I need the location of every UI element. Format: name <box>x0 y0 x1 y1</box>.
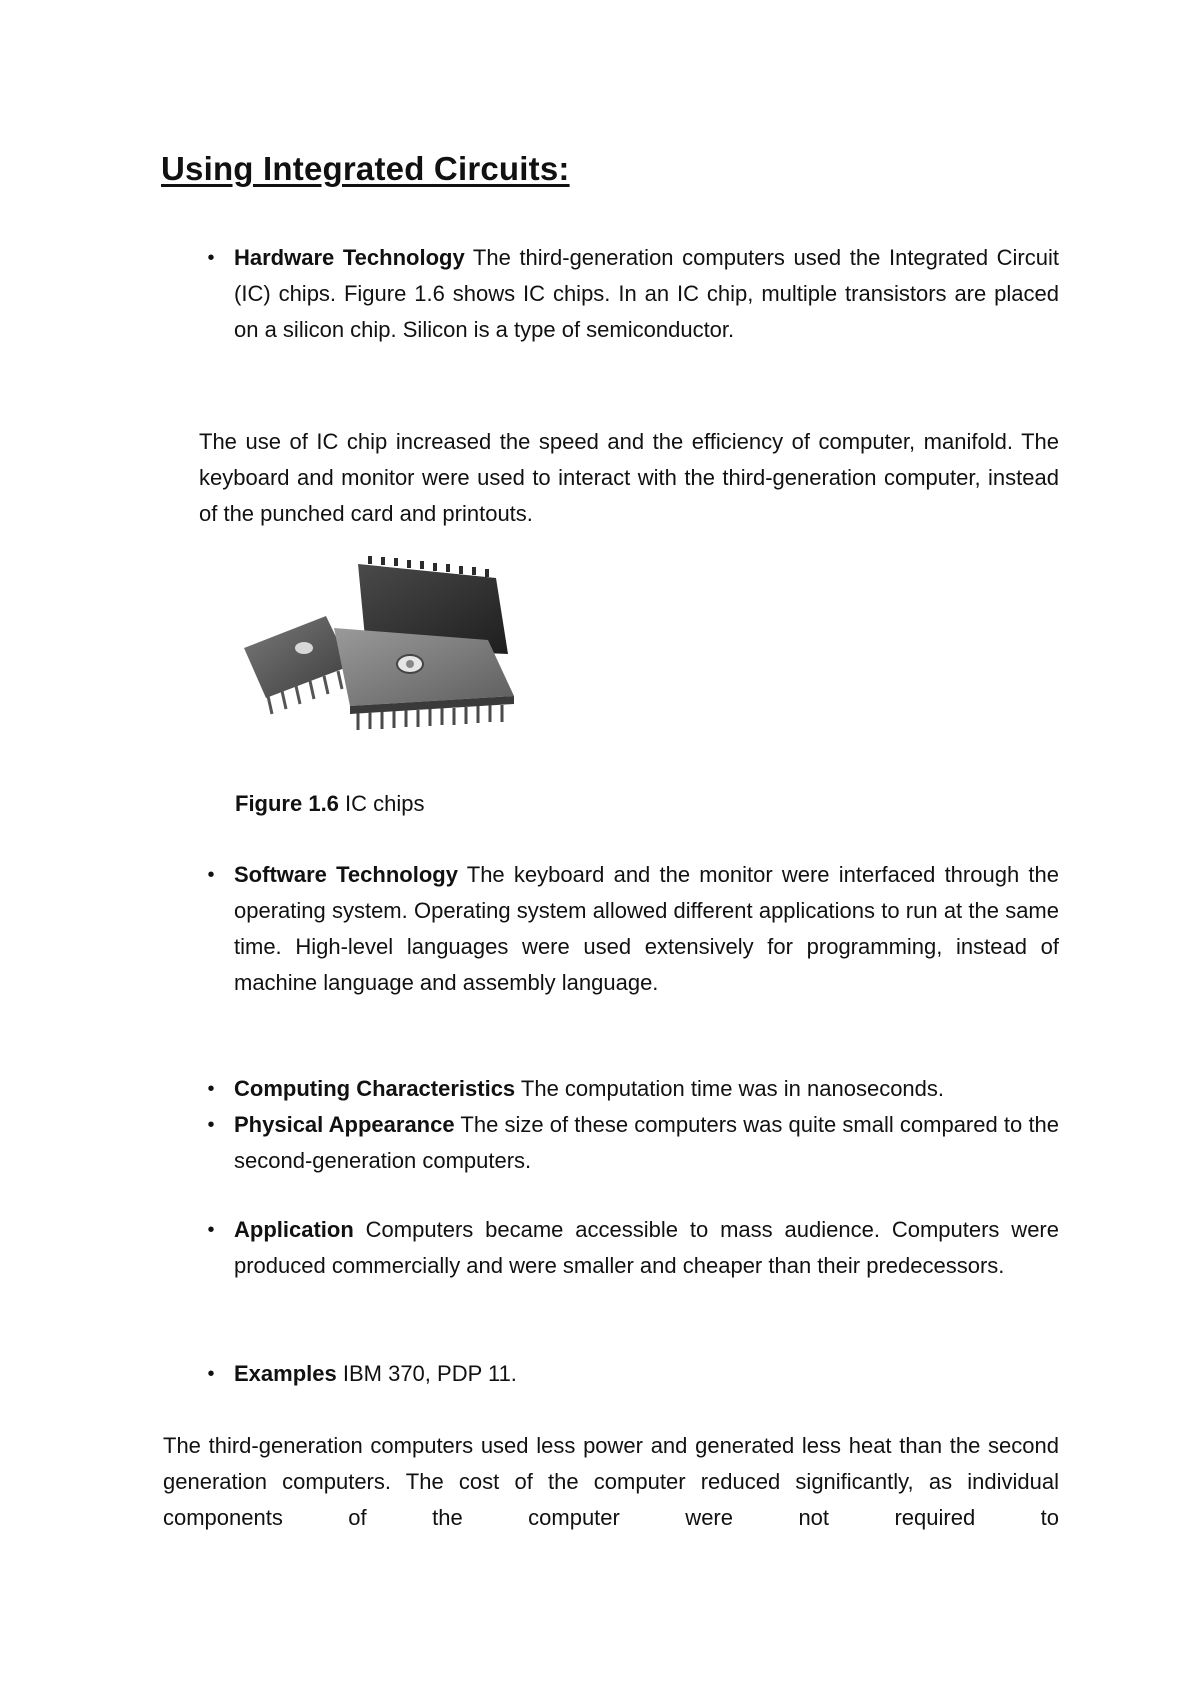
bullet-physical-appearance <box>201 1107 1059 1179</box>
bullet-application <box>201 1212 1059 1320</box>
bullet-glyph: • <box>207 247 215 269</box>
bullet-label: Examples <box>234 1361 337 1386</box>
bullet-body <box>234 1107 1059 1179</box>
bullet-body <box>234 1212 1059 1284</box>
bullet-label: Physical Appearance <box>234 1112 455 1137</box>
bullet-text: The third-generation computers used the Integrated Circuit (IC) chips. Figure 1.6 shows IC chips. In an IC chip, multiple transistors are placed on a silicon chip. Silicon is a type of semiconductor. <box>234 245 1059 342</box>
ic-chips-image <box>238 556 528 746</box>
paragraph-power-cost: The third-generation computers used less power and generated less heat than the second generation computers. The cost of the computer reduced significantly, as individual components of the computer were not required to <box>163 1433 1059 1530</box>
bullet-text: The computation time was in nanoseconds. <box>520 1076 945 1101</box>
figure-caption-text: IC chips <box>345 791 425 816</box>
bullet-body <box>234 1071 1059 1107</box>
bullet-glyph: • <box>207 1114 215 1136</box>
bullet-glyph: • <box>207 1219 215 1241</box>
bullet-body <box>234 240 1059 348</box>
bullet-hardware-technology <box>201 240 1059 390</box>
bullet-software-technology <box>201 857 1059 1037</box>
bullet-label: Application <box>234 1217 354 1242</box>
bullet-body <box>234 1356 1059 1392</box>
bullet-computing-characteristics <box>201 1071 1059 1107</box>
bullet-text: IBM 370, PDP 11. <box>342 1361 517 1386</box>
bullet-label: Hardware Technology <box>234 245 465 270</box>
bullet-examples <box>201 1356 1059 1392</box>
page-title: Using Integrated Circuits: <box>161 150 570 187</box>
bullet-text: Computers became accessible to mass audience. Computers were produced commercially and were smaller and cheaper than their predecessors. <box>234 1217 1059 1278</box>
bullet-label: Software Technology <box>234 862 458 887</box>
figure-caption-label: Figure 1.6 <box>235 791 339 816</box>
bullet-label: Computing Characteristics <box>234 1076 516 1101</box>
paragraph-ic-speed: The use of IC chip increased the speed and the efficiency of computer, manifold. The keyboard and monitor were used to interact with the third-generation computer, instead of the punched card and printouts. <box>199 429 1059 526</box>
bullet-text: The keyboard and the monitor were interfaced through the operating system. Operating system allowed different applications to run at the same time. High-level languages were used extensively for programming, instead of machine language and assembly language. <box>234 862 1059 995</box>
bullet-text: The size of these computers was quite small compared to the second-generation computers. <box>234 1112 1060 1173</box>
bullet-body <box>234 857 1059 1001</box>
figure-caption <box>235 786 425 822</box>
bullet-glyph: • <box>207 1078 215 1100</box>
bullet-glyph: • <box>207 864 215 886</box>
bullet-glyph: • <box>207 1363 215 1385</box>
